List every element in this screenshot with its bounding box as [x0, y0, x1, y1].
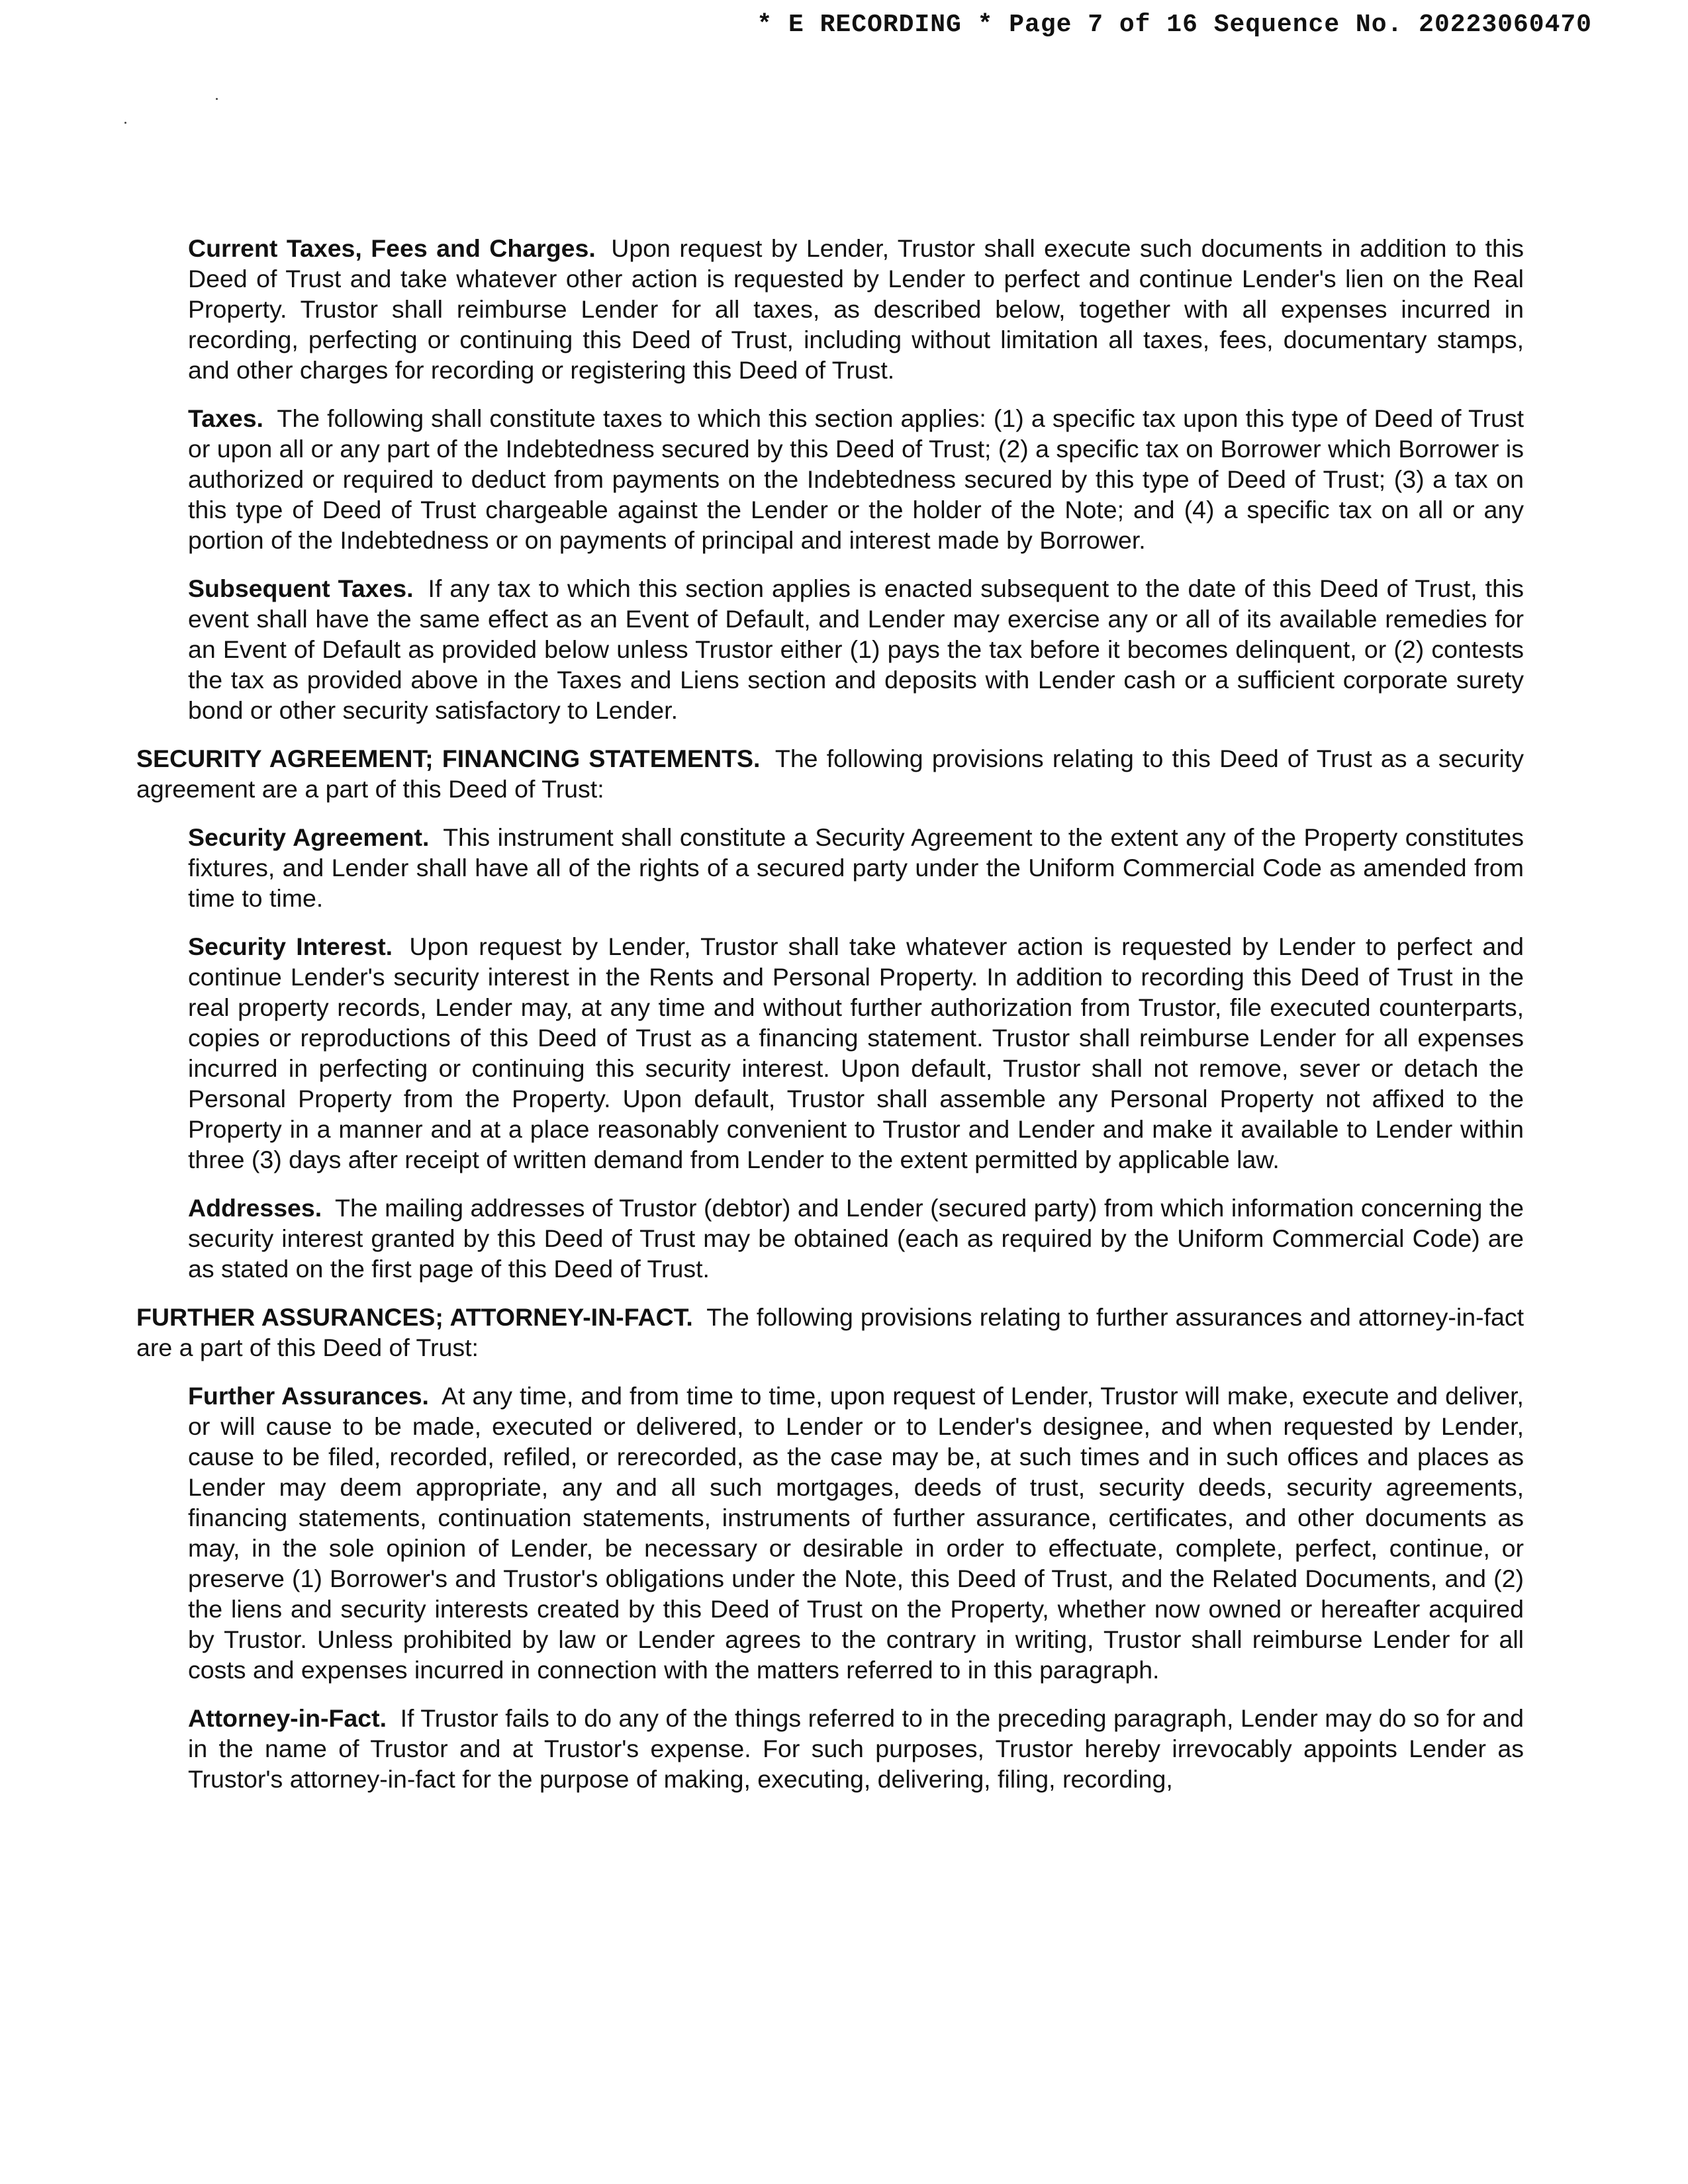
document-body: [136, 233, 1524, 1812]
paragraph-current-taxes: [188, 233, 1524, 385]
paragraph-heading: Further Assurances.: [188, 1382, 429, 1410]
paragraph-text: Upon request by Lender, Trustor shall take whatever action is requested by Lender to perfect and continue Lender's security interest in the Rents and Personal Property. In addition to recording this Deed of Trust in the real property records, Lender may, at any time and without further authorization from Trustor, file executed counterparts, copies or reproductions of this Deed of Trust as a financing statement. Trustor shall reimburse Lender for all expenses incurred in perfecting or continuing this security interest. Upon default, Trustor shall not remove, sever or detach the Personal Property from the Property. Upon default, Trustor shall assemble any Personal Property not affixed to the Property in a manner and at a place reasonably convenient to Trustor and Lender and make it available to Lender within three (3) days after receipt of written demand from Lender to the extent permitted by applicable law.: [188, 933, 1524, 1173]
paragraph-further-assurances: [188, 1381, 1524, 1685]
recording-header: * E RECORDING * Page 7 of 16 Sequence No. 20223060470: [757, 11, 1592, 39]
paragraph-heading: Security Interest.: [188, 933, 393, 960]
paragraph-text: If Trustor fails to do any of the things referred to in the preceding paragraph, Lender may do so for and in the name of Trustor and at Trustor's expense. For such purposes, Trustor hereby irrevocably appoints Lender as Trustor's attorney-in-fact for the purpose of making, executing, delivering, filing, recording,: [188, 1704, 1524, 1793]
scan-speck: [124, 122, 126, 124]
section-heading: FURTHER ASSURANCES; ATTORNEY-IN-FACT.: [136, 1303, 693, 1331]
paragraph-attorney-in-fact: [188, 1703, 1524, 1794]
scan-speck: [216, 98, 218, 100]
paragraph-heading: Attorney-in-Fact.: [188, 1704, 387, 1732]
paragraph-heading: Security Agreement.: [188, 823, 430, 851]
paragraph-text: The mailing addresses of Trustor (debtor) and Lender (secured party) from which information concerning the security interest granted by this Deed of Trust may be obtained (each as required by the Uniform Commercial Code) are as stated on the first page of this Deed of Trust.: [188, 1194, 1524, 1283]
paragraph-text: This instrument shall constitute a Security Agreement to the extent any of the Property constitutes fixtures, and Lender shall have all of the rights of a secured party under the Uniform Commercial Code as amended from time to time.: [188, 823, 1524, 912]
paragraph-taxes: [188, 403, 1524, 555]
paragraph-heading: Subsequent Taxes.: [188, 574, 414, 602]
paragraph-heading: Current Taxes, Fees and Charges.: [188, 234, 596, 262]
section-text: The following provisions relating to further assurances and attorney-in-fact are a part of this Deed of Trust:: [136, 1303, 1524, 1361]
section-text: The following provisions relating to this Deed of Trust as a security agreement are a part of this Deed of Trust:: [136, 745, 1524, 803]
paragraph-subsequent-taxes: [188, 573, 1524, 725]
paragraph-heading: Taxes.: [188, 404, 263, 432]
paragraph-security-agreement: [188, 822, 1524, 913]
section-heading: SECURITY AGREEMENT; FINANCING STATEMENTS.: [136, 745, 761, 772]
paragraph-text: Upon request by Lender, Trustor shall execute such documents in addition to this Deed of Trust and take whatever other action is requested by Lender to perfect and continue Lender's lien on the Real Property. Trustor shall reimburse Lender for all taxes, as described below, together with all expenses incurred in recording, perfecting or continuing this Deed of Trust, including without limitation all taxes, fees, documentary stamps, and other charges for recording or registering this Deed of Trust.: [188, 234, 1524, 384]
paragraph-text: If any tax to which this section applies is enacted subsequent to the date of this Deed of Trust, this event shall have the same effect as an Event of Default, and Lender may exercise any or all of its available remedies for an Event of Default as provided below unless Trustor either (1) pays the tax before it becomes delinquent, or (2) contests the tax as provided above in the Taxes and Liens section and deposits with Lender cash or a sufficient corporate surety bond or other security satisfactory to Lender.: [188, 574, 1524, 724]
paragraph-text: At any time, and from time to time, upon request of Lender, Trustor will make, execute and deliver, or will cause to be made, executed or delivered, to Lender or to Lender's designee, and when requested by Lender, cause to be filed, recorded, refiled, or rerecorded, as the case may be, at such times and in such offices and places as Lender may deem appropriate, any and all such mortgages, deeds of trust, security deeds, security agreements, financing statements, continuation statements, instruments of further assurance, certificates, and other documents as may, in the sole opinion of Lender, be necessary or desirable in order to effectuate, complete, perfect, continue, or preserve (1) Borrower's and Trustor's obligations under the Note, this Deed of Trust, and the Related Documents, and (2) the liens and security interests created by this Deed of Trust on the Property, whether now owned or hereafter acquired by Trustor. Unless prohibited by law or Lender agrees to the contrary in writing, Trustor shall reimburse Lender for all costs and expenses incurred in connection with the matters referred to in this paragraph.: [188, 1382, 1524, 1684]
section-further-assurances: [136, 1302, 1524, 1363]
section-security-agreement: [136, 743, 1524, 804]
paragraph-security-interest: [188, 931, 1524, 1175]
paragraph-heading: Addresses.: [188, 1194, 322, 1222]
paragraph-text: The following shall constitute taxes to which this section applies: (1) a specific tax upon this type of Deed of Trust or upon all or any part of the Indebtedness secured by this Deed of Trust; (2) a specific tax on Borrower which Borrower is authorized or required to deduct from payments on the Indebtedness secured by this type of Deed of Trust; (3) a tax on this type of Deed of Trust chargeable against the Lender or the holder of the Note; and (4) a specific tax on all or any portion of the Indebtedness or on payments of principal and interest made by Borrower.: [188, 404, 1524, 554]
paragraph-addresses: [188, 1193, 1524, 1284]
